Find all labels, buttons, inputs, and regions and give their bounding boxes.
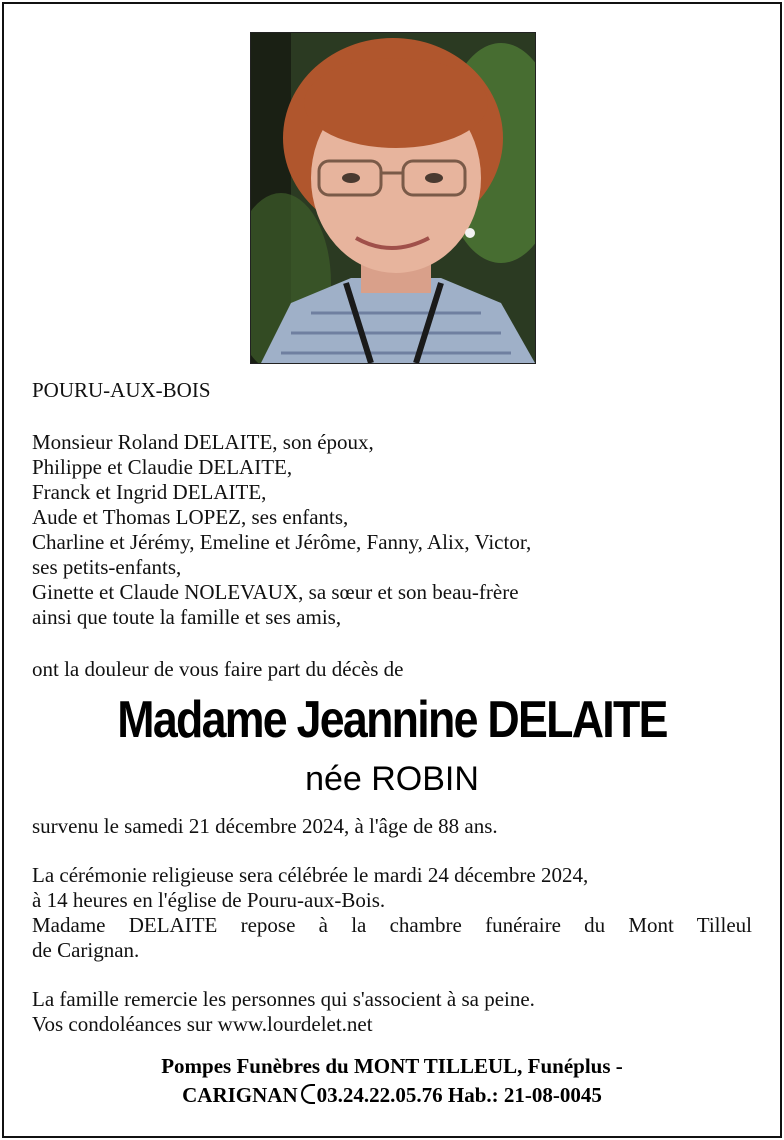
footer-phone: 03.24.22.05.76 Hab.: 21-08-0045 [316, 1083, 602, 1107]
family-line: Philippe et Claudie DELAITE, [32, 455, 293, 479]
maiden-name: née ROBIN [305, 760, 479, 798]
family-line: Monsieur Roland DELAITE, son époux, [32, 430, 374, 454]
portrait-photo [250, 32, 536, 364]
family-line: Franck et Ingrid DELAITE, [32, 480, 267, 504]
footer-line-2 [0, 1081, 784, 1110]
thanks-line: La famille remercie les personnes qui s'associent à sa peine. [32, 987, 535, 1011]
footer-line-1: Pompes Funèbres du MONT TILLEUL, Funéplus - [161, 1054, 623, 1078]
ceremony-line: de Carignan. [32, 938, 140, 962]
funeral-home-footer [0, 1052, 784, 1110]
footer-city: CARIGNAN [182, 1083, 298, 1107]
announcement: ont la douleur de vous faire part du décès de [32, 657, 404, 681]
ceremony-line: La cérémonie religieuse sera célébrée le mardi 24 décembre 2024, [32, 863, 589, 887]
ceremony-info [32, 863, 752, 963]
location-line: POURU-AUX-BOIS [32, 378, 211, 402]
family-list [32, 430, 531, 630]
thanks-info [32, 987, 535, 1037]
family-line: Aude et Thomas LOPEZ, ses enfants, [32, 505, 349, 529]
date-line: survenu le samedi 21 décembre 2024, à l'âge de 88 ans. [32, 814, 498, 838]
family-line: Charline et Jérémy, Emeline et Jérôme, Fanny, Alix, Victor, [32, 530, 532, 554]
family-line: ses petits-enfants, [32, 555, 182, 579]
family-line: Ginette et Claude NOLEVAUX, sa sœur et son beau-frère [32, 580, 519, 604]
deceased-name: Madame Jeannine DELAITE [117, 691, 667, 749]
ceremony-line: Madame DELAITE repose à la chambre funéraire du Mont Tilleul [32, 913, 752, 937]
condolences-link[interactable]: Vos condoléances sur www.lourdelet.net [32, 1012, 373, 1036]
family-line: ainsi que toute la famille et ses amis, [32, 605, 342, 629]
portrait-illustration [251, 33, 535, 363]
phone-icon [301, 1084, 315, 1104]
ceremony-line: à 14 heures en l'église de Pouru-aux-Bois. [32, 888, 386, 912]
